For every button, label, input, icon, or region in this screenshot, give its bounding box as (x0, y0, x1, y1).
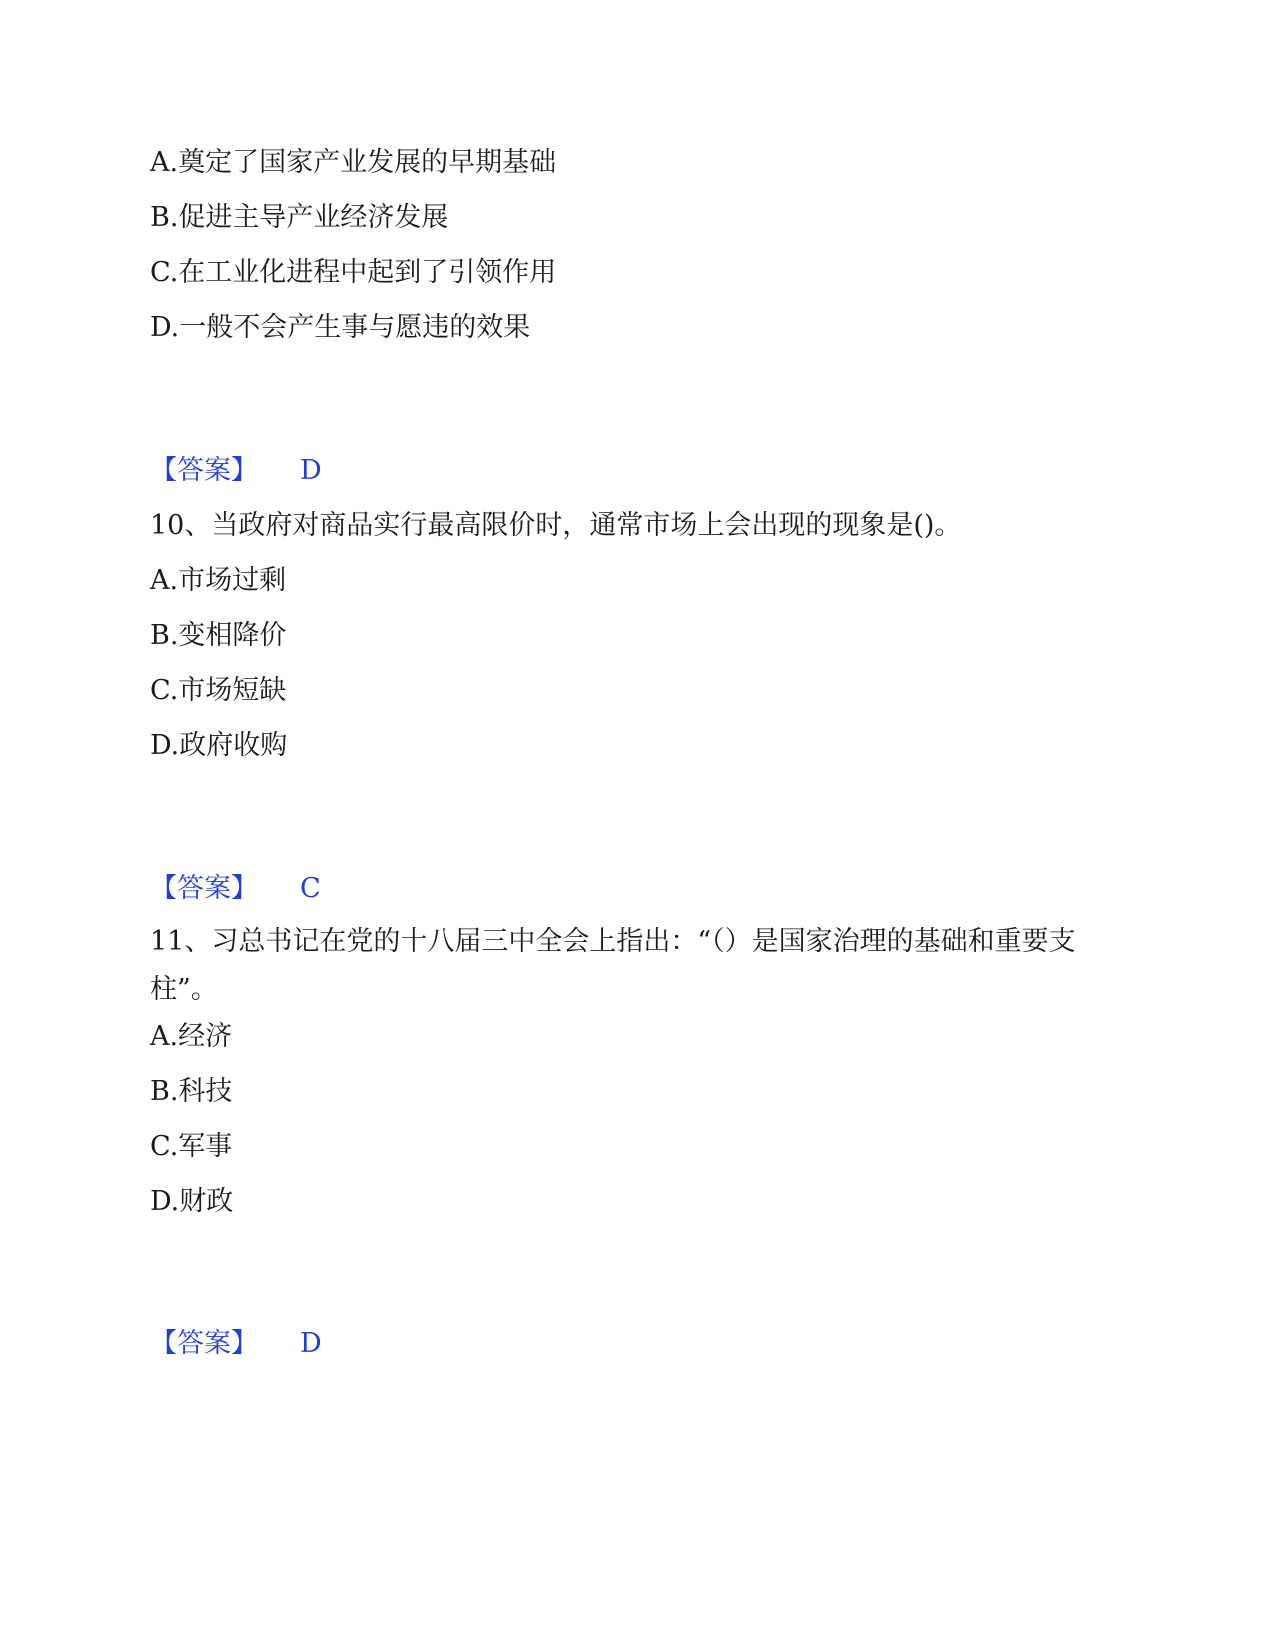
q10-question: 10、当政府对商品实行最高限价时，通常市场上会出现的现象是()。 (150, 510, 962, 541)
q11-question: 11、习总书记在党的十八届三中全会上指出：“（）是国家治理的基础和重要支柱”。 (150, 926, 1076, 1005)
q10-answer-value: C (300, 873, 321, 904)
q9-option-b: B.促进主导产业经济发展 (150, 202, 449, 233)
q11-option-d: D.财政 (150, 1186, 234, 1217)
q9-answer (150, 453, 322, 489)
q10-option-c: C.市场短缺 (150, 675, 287, 706)
q11-option-a: A.经济 (150, 1021, 233, 1052)
q10-option-a: A.市场过剩 (150, 565, 287, 596)
q9-answer-value: D (300, 455, 322, 486)
q11-answer-label: 【答案】 (150, 1328, 258, 1359)
q11-answer (150, 1326, 322, 1362)
q9-answer-label: 【答案】 (150, 455, 258, 486)
q9-option-d: D.一般不会产生事与愿违的效果 (150, 312, 531, 343)
q10-option-b: B.变相降价 (150, 620, 287, 651)
q9-option-a: A.奠定了国家产业发展的早期基础 (150, 147, 557, 178)
q10-answer-label: 【答案】 (150, 873, 258, 904)
q9-option-c: C.在工业化进程中起到了引领作用 (150, 257, 557, 288)
q11-option-c: C.军事 (150, 1131, 233, 1162)
q10-option-d: D.政府收购 (150, 730, 288, 761)
q11-answer-value: D (300, 1328, 322, 1359)
q11-option-b: B.科技 (150, 1076, 233, 1107)
q10-answer (150, 871, 321, 907)
